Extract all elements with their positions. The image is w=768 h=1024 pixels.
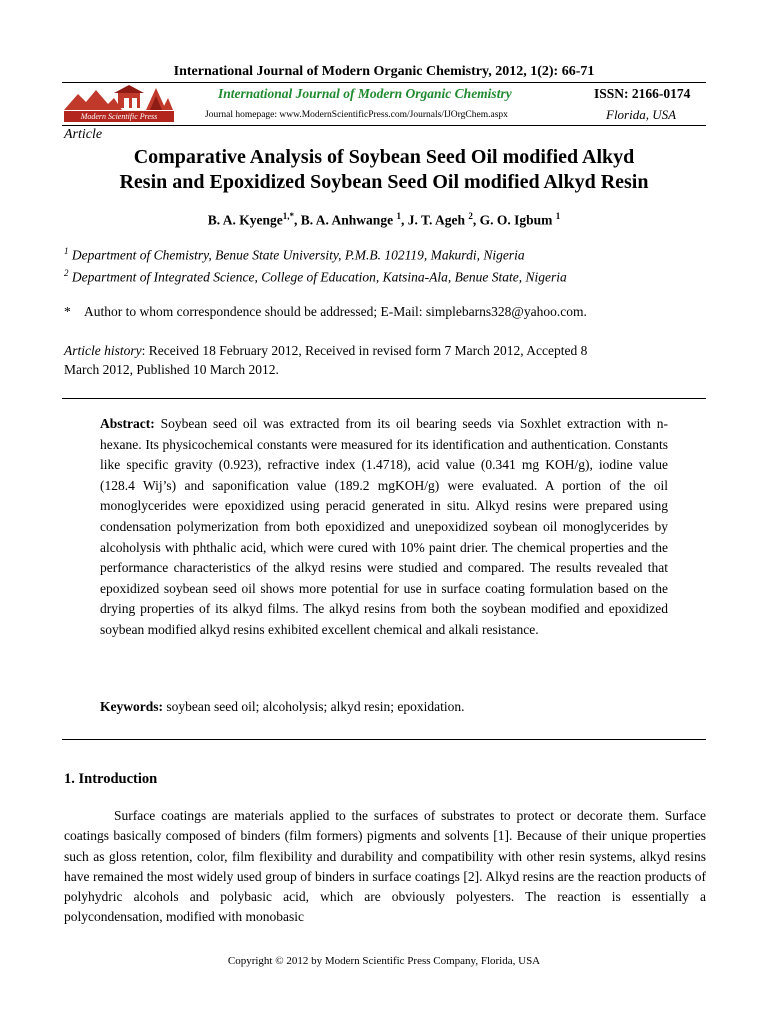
keywords <box>100 699 464 715</box>
running-header: International Journal of Modern Organic Chemistry, 2012, 1(2): 66-71 <box>173 64 595 79</box>
correspondence-text[interactable]: Author to whom correspondence should be addressed; E-Mail: simplebarns328@yahoo.com. <box>84 304 587 319</box>
author-name: J. T. Ageh <box>407 212 465 228</box>
affiliation-1 <box>64 246 525 264</box>
journal-title: International Journal of Modern Organic Chemistry <box>218 86 512 101</box>
author-affiliation-mark: 1,* <box>282 211 295 221</box>
affiliation-2 <box>64 268 567 286</box>
intro-paragraph: Surface coatings are materials applied to the surfaces of substrates to protect or decorate them. Surface coatings basically composed of binders (film formers) pigments and solvents [1]. Because of their unique properties such as gloss retention, color, film flexibility and durability and compatibility with other resin systems, alkyd resins have remained the most widely used group of binders in surface coatings [2]. Alkyd resins are the reaction products of polyhydric alcohols and polybasic acid, which are obviously polyesters. The reaction is essentially a polycondensation, modified with monobasic <box>64 808 706 925</box>
abstract-bottom-rule <box>62 739 706 740</box>
affiliation-number: 1 <box>64 246 69 256</box>
issn: ISSN: 2166-0174 <box>594 86 691 101</box>
abstract-label: Abstract: <box>100 416 155 431</box>
journal-homepage[interactable]: Journal homepage: www.ModernScientificPress.com/Journals/IJOrgChem.aspx <box>205 110 508 120</box>
author-affiliation-mark: 1 <box>396 211 401 221</box>
correspondence-mark: * <box>64 304 71 319</box>
affiliation-text: Department of Integrated Science, College of Education, Katsina-Ala, Benue State, Nigeria <box>71 269 567 285</box>
publisher-logo-text: Modern Scientific Press <box>64 111 174 122</box>
author-name: B. A. Kyenge <box>207 212 283 228</box>
affiliation-text: Department of Chemistry, Benue State University, P.M.B. 102119, Makurdi, Nigeria <box>71 247 525 263</box>
copyright-footer: Copyright © 2012 by Modern Scientific Press Company, Florida, USA <box>227 955 541 967</box>
header-bottom-rule <box>62 125 706 126</box>
abstract-top-rule <box>62 398 706 399</box>
paper-title-line-1: Comparative Analysis of Soybean Seed Oil modified Alkyd <box>133 146 635 168</box>
keywords-label: Keywords: <box>100 699 163 714</box>
author-affiliation-mark: 2 <box>468 211 473 221</box>
author-separator: , <box>472 212 480 228</box>
article-history-label: Article history <box>64 343 142 358</box>
paper-title <box>40 145 728 195</box>
intro-body <box>64 806 706 928</box>
author-list <box>0 211 768 229</box>
abstract-text: Soybean seed oil was extracted from its oil bearing seeds via Soxhlet extraction with n-hexane. Its physicochemical constants were measured for its identification and authentication. Constants like specific gravity (0.923), refractive index (1.4718), acid value (0.341 mg KOH/g), iodine value (128.4 Wij’s) and saponification value (189.2 mgKOH/g) were evaluated. A portion of the oil monoglycerides were epoxidized using peracid generated in situ. Alkyd resins were prepared using condensation polymerization from both epoxidized and unepoxidized soybean oil monoglycerides by alcoholysis with phthalic acid, which were cured with 10% paint drier. The chemical properties and the performance characteristics of the alkyd resins were studied and compared. The results revealed that epoxidized soybean seed oil shows more potential for use in surface coating formulation based on the drying properties of its alkyd films. The alkyd resins from both the soybean modified and epoxidized soybean modified alkyd resins exhibited excellent chemical and alkali resistance. <box>100 416 669 637</box>
header-top-rule <box>62 82 706 83</box>
author-separator: , <box>400 212 408 228</box>
affiliation-number: 2 <box>64 268 69 278</box>
author-name: B. A. Anhwange <box>300 212 394 228</box>
paper-title-line-2: Resin and Epoxidized Soybean Seed Oil modified Alkyd Resin <box>119 171 649 193</box>
author-name: G. O. Igbum <box>479 212 553 228</box>
article-history-line-1: : Received 18 February 2012, Received in revised form 7 March 2012, Accepted 8 <box>141 343 588 358</box>
journal-location: Florida, USA <box>606 107 677 122</box>
article-history <box>64 341 664 379</box>
author-separator: , <box>294 212 301 228</box>
keywords-text: soybean seed oil; alcoholysis; alkyd resin; epoxidation. <box>163 699 465 714</box>
publisher-logo-icon <box>62 84 174 112</box>
section-heading: 1. Introduction <box>64 771 158 787</box>
author-affiliation-mark: 1 <box>555 211 561 221</box>
correspondence <box>64 304 587 320</box>
article-history-line-2: March 2012, Published 10 March 2012. <box>64 362 279 377</box>
publisher-logo <box>62 84 174 124</box>
abstract <box>100 414 668 641</box>
article-type: Article <box>64 127 103 142</box>
